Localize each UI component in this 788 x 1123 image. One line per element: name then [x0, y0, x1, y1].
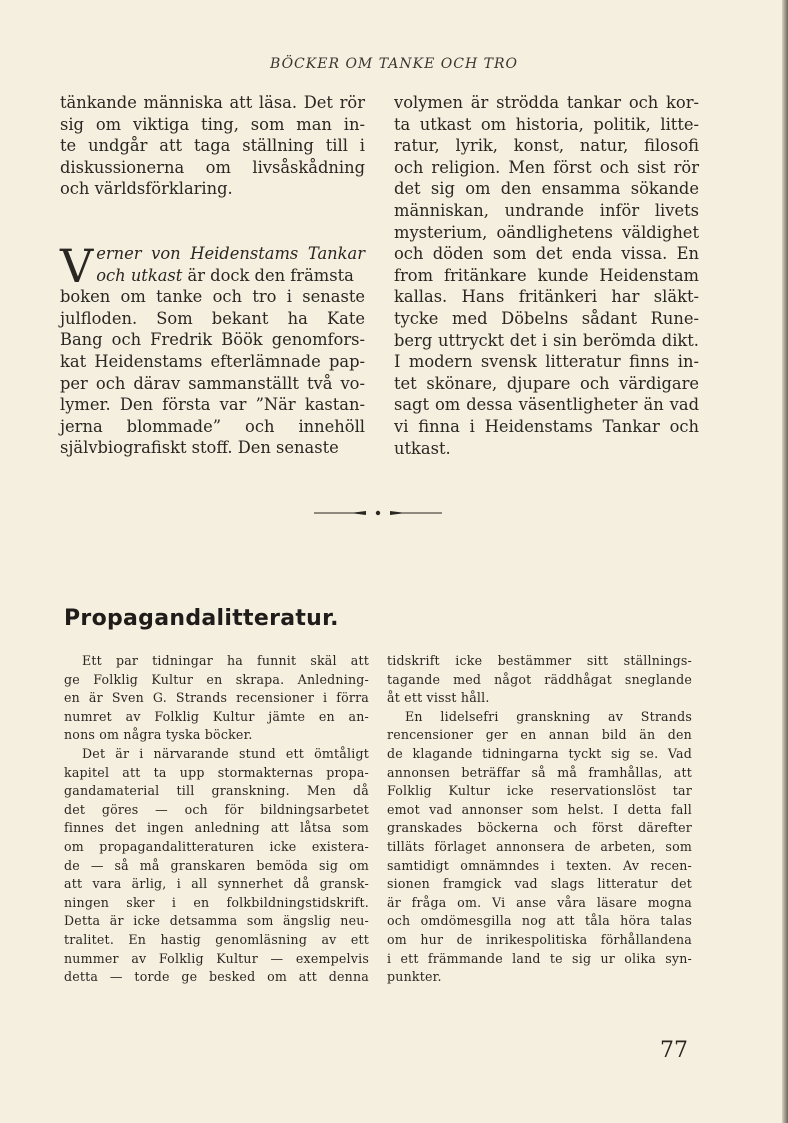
paragraph	[387, 708, 692, 987]
text-line: sagt om dessa väsentligheter än vad	[394, 395, 699, 415]
text-line: ratur, lyrik, konst, natur, filosofi	[394, 136, 699, 156]
page-edge-shadow	[782, 0, 788, 1123]
upper-left-column	[60, 92, 365, 459]
text-line: i ett främmande land te sig ur olika syn-	[387, 950, 692, 966]
text-line: sionen framgick vad slags litteratur det	[387, 876, 692, 892]
text-line: nons om några tyska böcker.	[64, 727, 253, 743]
paragraph-body	[60, 286, 365, 459]
text-line: och omdömesgilla nog att tåla höra talas	[387, 913, 692, 929]
text-line: gandamaterial till granskning. Men då	[64, 783, 369, 799]
text-line: Folklig Kultur icke reservationslöst tar	[387, 783, 692, 799]
text-line: och världsförklaring.	[60, 179, 233, 199]
text-line: och religion. Men först och sist rör	[394, 157, 699, 177]
book-title: och utkast	[96, 265, 183, 285]
text-line: de klagande tidningarna tyckt sig se. Vad	[387, 745, 692, 761]
text-line: berg uttryckt det i sin berömda dikt.	[394, 330, 699, 350]
text-line: människan, undrande inför livets	[394, 200, 699, 220]
text-line: I modern svensk litteratur finns in-	[394, 352, 699, 372]
upper-right-column	[394, 92, 699, 459]
drop-cap: V	[60, 238, 94, 293]
text-line: Det är i närvarande stund ett ömtåligt	[82, 745, 369, 761]
text-line: en är Sven G. Strands recensioner i förra	[64, 690, 369, 706]
text-line: ta utkast om historia, politik, litte-	[394, 114, 699, 134]
paragraph	[64, 745, 369, 987]
text-line: kapitel att ta upp stormakternas propa-	[64, 764, 369, 780]
text-line: mysterium, oändlighetens väldighet	[394, 222, 699, 242]
text-line: diskussionerna om livsåskådning	[60, 157, 365, 177]
lower-right-column	[387, 652, 692, 987]
text-line: sig om viktiga ting, som man in-	[60, 114, 365, 134]
text-line: tagande med något räddhågat sneglande	[387, 671, 692, 687]
text-line: numret av Folklig Kultur jämte en an-	[64, 708, 369, 724]
text-line: tänkande människa att läsa. Det rör	[60, 93, 365, 112]
text-line: te undgår att taga ställning till i	[60, 136, 365, 156]
text-line: volymen är strödda tankar och kor-	[394, 93, 699, 112]
text-line: rencensioner ger en annan bild än den	[387, 727, 692, 743]
text-line: granskades böckerna och först därefter	[387, 820, 692, 836]
text-line: självbiografiskt stoff. Den senaste	[60, 438, 339, 458]
text-line: finnes det ingen anledning att låtsa som	[64, 820, 369, 836]
text-line: om hur de inrikespolitiska förhållandena	[387, 931, 692, 947]
paragraph-dropcap	[60, 238, 365, 459]
text-line: tet skönare, djupare och värdigare	[394, 373, 699, 393]
text-line: from fritänkare kunde Heidenstam	[394, 265, 699, 285]
text-line: utkast.	[394, 438, 451, 458]
text-line: nummer av Folklig Kultur — exempelvis	[64, 950, 369, 966]
text-line: Bang och Fredrik Böök genomfors-	[60, 330, 365, 350]
text-line: är fråga om. Vi anse våra läsare mogna	[387, 894, 692, 910]
paragraph	[64, 652, 369, 745]
paragraph	[387, 652, 692, 708]
text-line	[60, 265, 365, 287]
text-line: de — så må granskaren bemöda sig om	[64, 857, 369, 873]
text-line: tralitet. En hastig genomläsning av ett	[64, 931, 369, 947]
ornament-divider	[314, 510, 442, 516]
text-line: åt ett visst håll.	[387, 690, 490, 706]
text-line: julfloden. Som bekant ha Kate	[60, 308, 365, 328]
paragraph	[394, 92, 699, 459]
text-line: boken om tanke och tro i senaste	[60, 287, 365, 307]
text-line: detta — torde ge besked om att denna	[64, 969, 369, 985]
text-line: att vara ärlig, i all synnerhet då gransk-	[64, 876, 369, 892]
text-line: ge Folklig Kultur en skrapa. Anledning-	[64, 671, 369, 687]
text-line: emot vad annonser som helst. I detta fall	[387, 801, 692, 817]
text-line: En lidelsefri granskning av Strands	[405, 708, 692, 724]
text-line: det sig om den ensamma sökande	[394, 179, 699, 199]
page-number: 77	[660, 1038, 688, 1063]
text-line: Detta är icke detsamma som ängslig neu-	[64, 913, 369, 929]
running-header: BÖCKER OM TANKE OCH TRO	[270, 56, 518, 72]
text-line: annonsen beträffar så må framhållas, att	[387, 764, 692, 780]
text-line: och döden som det enda vissa. En	[394, 244, 699, 264]
text-fragment: är dock den främsta	[182, 265, 354, 285]
text-line: tidskrift icke bestämmer sitt ställnings-	[387, 653, 692, 668]
lower-left-column	[64, 652, 369, 987]
text-line: tycke med Döbelns sådant Rune-	[394, 308, 699, 328]
text-line: det göres — och för bildningsarbetet	[64, 801, 369, 817]
text-line: lymer. Den första var ”När kastan-	[60, 395, 365, 415]
text-line: tilläts förlaget annonsera de arbeten, som	[387, 838, 692, 854]
paragraph	[60, 92, 365, 200]
text-line: om propagandalitteraturen icke existera-	[64, 838, 369, 854]
text-line: punkter.	[387, 969, 442, 985]
text-line: per och därav sammanställt två vo-	[60, 373, 365, 393]
text-line: kallas. Hans fritänkeri har släkt-	[394, 287, 699, 307]
text-line: vi finna i Heidenstams Tankar och	[394, 416, 699, 436]
text-line: erner von Heidenstams Tankar	[96, 243, 365, 263]
text-line: samtidigt omnämndes i texten. Av recen-	[387, 857, 692, 873]
text-line: ningen sker i en folkbildningstidskrift.	[64, 894, 369, 910]
section-title: Propagandalitteratur.	[64, 606, 339, 631]
text-line: jerna blommade” och innehöll	[60, 416, 365, 436]
text-line: Ett par tidningar ha funnit skäl att	[82, 653, 369, 668]
text-line: kat Heidenstams efterlämnade pap-	[60, 351, 365, 371]
